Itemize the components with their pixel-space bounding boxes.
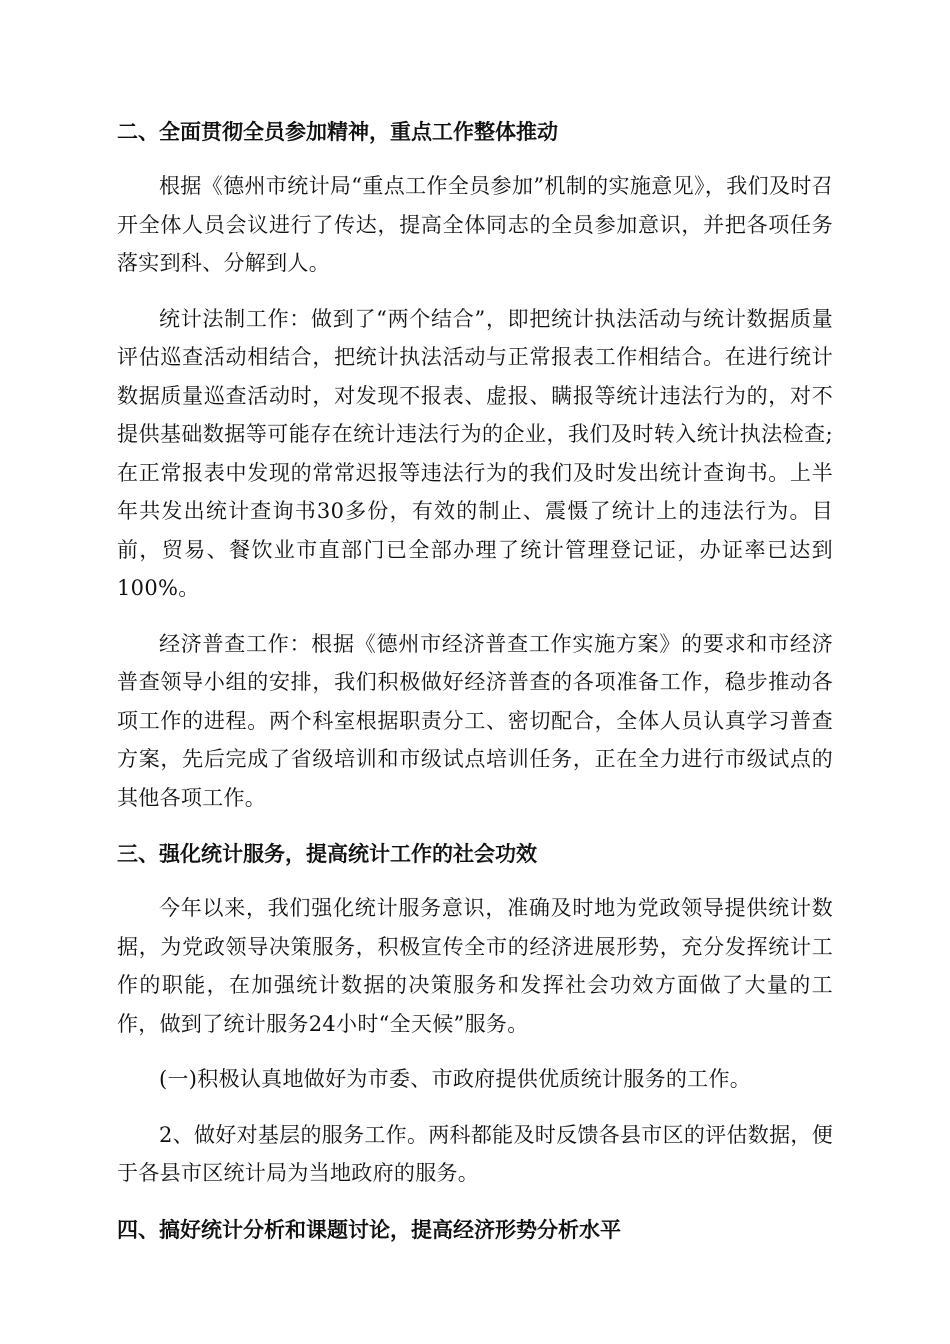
paragraph-economic-census: 经济普查工作：根据《德州市经济普查工作实施方案》的要求和市经济普查领导小组的安排，我们积极做好经济普查的各项准备工作，稳步推动各项工作的进程。两个科室根据职责分工、密切配合，全体人员认真学习普查方案，先后完成了省级培训和市级试点培训任务，正在全力进行市级试点的其他各项工作。	[117, 631, 833, 810]
section-heading-4: 四、搞好统计分析和课题讨论，提高经济形势分析水平	[117, 1217, 621, 1242]
paragraph-statistical-service: 今年以来，我们强化统计服务意识，准确及时地为党政领导提供统计数据，为党政领导决策服务，积极宣传全市的经济进展形势，充分发挥统计工作的职能，在加强统计数据的决策服务和发挥社会功效方面做了大量的工作，做到了统计服务24小时“全天候”服务。	[117, 896, 833, 1036]
section-heading-3: 三、强化统计服务，提高统计工作的社会功效	[117, 842, 537, 866]
document-body	[117, 112, 833, 1265]
paragraph-statistical-law: 统计法制工作：做到了“两个结合”，即把统计执法活动与统计数据质量评估巡查活动相结合，把统计执法活动与正常报表工作相结合。在进行统计数据质量巡查活动时，对发现不报表、虚报、瞒报等统计违法行为的，对不提供基础数据等可能存在统计违法行为的企业，我们及时转入统计执法检查;在正常报表中发现的常常迟报等违法行为的我们及时发出统计查询书。上半年共发出统计查询书30多份，有效的制止、震慑了统计上的违法行为。目前，贸易、餐饮业市直部门已全部办理了统计管理登记证，办证率已达到100%。	[117, 306, 833, 600]
paragraph-service-item-1: (一)积极认真地做好为市委、市政府提供优质统计服务的工作。	[159, 1067, 752, 1091]
paragraph-service-item-2: 2、做好对基层的服务工作。两科都能及时反馈各县市区的评估数据，便于各县市区统计局为当地政府的服务。	[117, 1122, 833, 1185]
paragraph-implementation-opinion: 根据《德州市统计局“重点工作全员参加”机制的实施意见》，我们及时召开全体人员会议进行了传达，提高全体同志的全员参加意识，并把各项任务落实到科、分解到人。	[117, 174, 833, 275]
section-heading-2: 二、全面贯彻全员参加精神，重点工作整体推动	[117, 120, 558, 144]
